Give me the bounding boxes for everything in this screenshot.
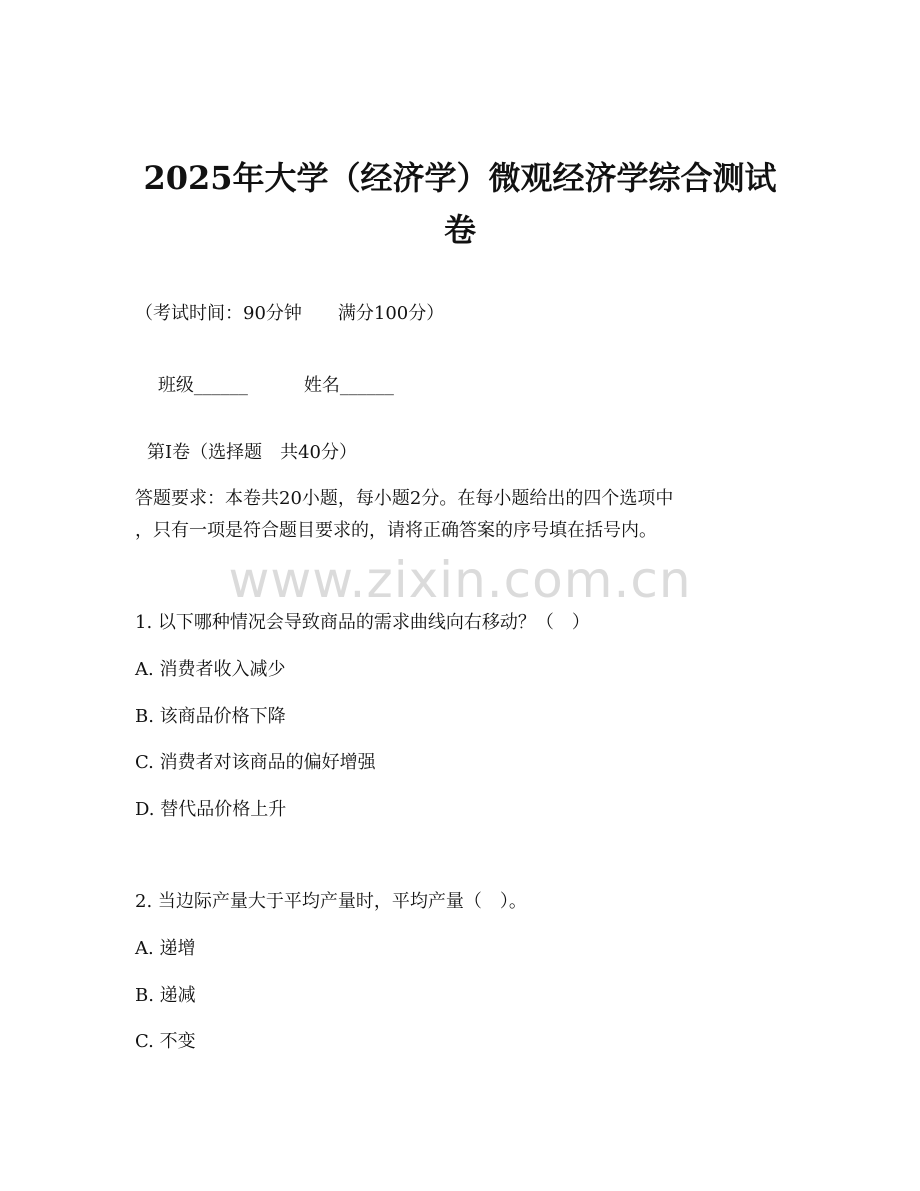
name-field-label: 姓名______: [303, 375, 394, 396]
section-header: 第Ⅰ卷（选择题 共40分）: [147, 442, 358, 463]
question-option: B. 递减: [135, 985, 196, 1006]
student-info-row: [135, 350, 815, 422]
class-field-label: 班级______: [157, 375, 248, 396]
question-stem: 1. 以下哪种情况会导致商品的需求曲线向右移动？（ ）: [135, 612, 590, 633]
watermark: www.zixin.com.cn: [228, 551, 692, 609]
instructions-line-1: 答题要求：本卷共20小题，每小题2分。在每小题给出的四个选项中: [135, 488, 674, 509]
instructions-line-2: ，只有一项是符合题目要求的，请将正确答案的序号填在括号内。: [135, 520, 657, 541]
question-stem: 2. 当边际产量大于平均产量时，平均产量（ ）。: [135, 891, 527, 912]
question-option: A. 消费者收入减少: [135, 659, 286, 680]
exam-info: （考试时间：90分钟 满分100分）: [135, 303, 445, 324]
question-option: C. 不变: [135, 1031, 196, 1052]
exam-title-line-2: 卷: [443, 211, 476, 249]
question-option: C. 消费者对该商品的偏好增强: [135, 752, 376, 773]
question-option: D. 替代品价格上升: [135, 799, 287, 820]
question-option: A. 递增: [135, 938, 196, 959]
exam-title-line-1: 2025年大学（经济学）微观经济学综合测试: [143, 159, 777, 197]
question-option: B. 该商品价格下降: [135, 706, 286, 727]
